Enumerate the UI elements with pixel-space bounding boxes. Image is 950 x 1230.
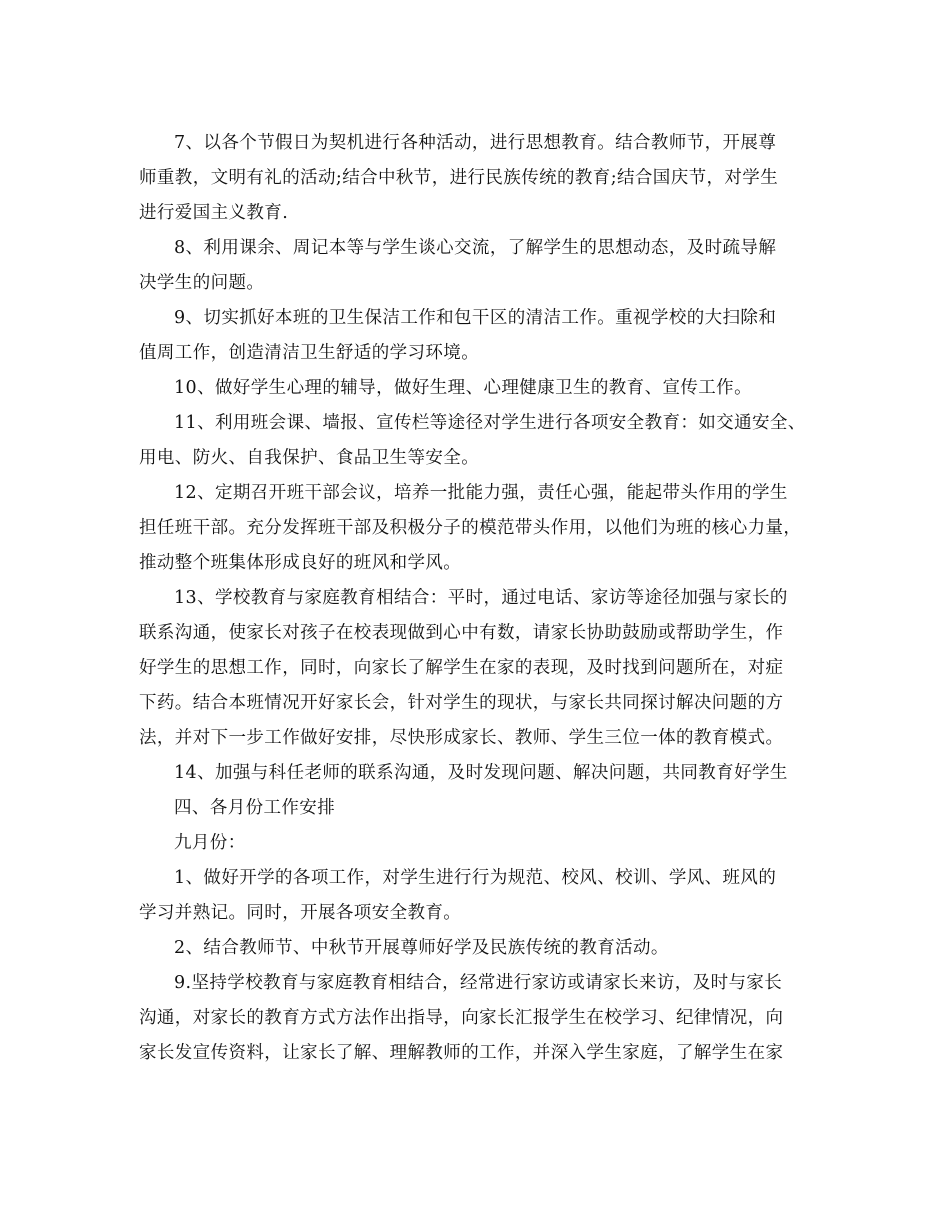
document-body — [139, 126, 829, 1071]
text-line: 13、学校教育与家庭教育相结合：平时，通过电话、家访等途径加强与家长的 — [174, 588, 788, 608]
text-line: 四、各月份工作安排 — [174, 798, 336, 818]
text-line: 师重教，文明有礼的活动;结合中秋节，进行民族传统的教育;结合国庆节，对学生 — [139, 168, 779, 188]
text-line: 10、做好学生心理的辅导，做好生理、心理健康卫生的教育、宣传工作。 — [174, 378, 752, 398]
september-item-1 — [139, 861, 829, 931]
text-line: 学习并熟记。同时，开展各项安全教育。 — [139, 903, 462, 923]
text-line: 法，并对下一步工作做好安排，尽快形成家长、教师、学生三位一体的教育模式。 — [139, 728, 784, 748]
text-line: 12、定期召开班干部会议，培养一批能力强，责任心强，能起带头作用的学生 — [174, 483, 788, 503]
text-line: 沟通，对家长的教育方式方法作出指导，向家长汇报学生在校学习、纪律情况，向 — [139, 1008, 784, 1028]
section-heading — [139, 791, 829, 826]
text-line: 8、利用课余、周记本等与学生谈心交流，了解学生的思想动态，及时疏导解 — [174, 238, 777, 258]
text-line: 推动整个班集体形成良好的班风和学风。 — [139, 553, 462, 573]
text-line: 7、以各个节假日为契机进行各种活动，进行思想教育。结合教师节，开展尊 — [174, 133, 777, 153]
month-heading — [139, 826, 829, 861]
text-line: 用电、防火、自我保护、食品卫生等安全。 — [139, 448, 480, 468]
text-line: 决学生的问题。 — [139, 273, 265, 293]
paragraph-item-8 — [139, 231, 829, 301]
september-item-2 — [139, 931, 829, 966]
paragraph-item-12 — [139, 476, 829, 581]
paragraph-item-11 — [139, 406, 829, 476]
text-line: 9、切实抓好本班的卫生保洁工作和包干区的清洁工作。重视学校的大扫除和 — [174, 308, 777, 328]
text-line: 进行爱国主义教育. — [139, 203, 289, 223]
text-line: 家长发宣传资料，让家长了解、理解教师的工作，并深入学生家庭，了解学生在家 — [139, 1043, 784, 1063]
text-line: 担任班干部。充分发挥班干部及积极分子的模范带头作用，以他们为班的核心力量， — [139, 518, 802, 538]
text-line: 9.坚持学校教育与家庭教育相结合，经常进行家访或请家长来访，及时与家长 — [174, 973, 783, 993]
text-line: 九月份： — [174, 833, 246, 853]
paragraph-item-9 — [139, 301, 829, 371]
text-line: 2、结合教师节、中秋节开展尊师好学及民族传统的教育活动。 — [174, 938, 669, 958]
text-line: 11、利用班会课、墙报、宣传栏等途径对学生进行各项安全教育：如交通安全、 — [174, 413, 806, 433]
september-item-9 — [139, 966, 829, 1071]
text-line: 下药。结合本班情况开好家长会，针对学生的现状，与家长共同探讨解决问题的方 — [139, 693, 784, 713]
text-line: 14、加强与科任老师的联系沟通，及时发现问题、解决问题，共同教育好学生 — [174, 763, 788, 783]
paragraph-item-10 — [139, 371, 829, 406]
paragraph-item-13 — [139, 581, 829, 756]
paragraph-item-7 — [139, 126, 829, 231]
text-line: 好学生的思想工作，同时，向家长了解学生在家的表现，及时找到问题所在，对症 — [139, 658, 784, 678]
paragraph-item-14 — [139, 756, 829, 791]
text-line: 联系沟通，使家长对孩子在校表现做到心中有数，请家长协助鼓励或帮助学生，作 — [139, 623, 784, 643]
text-line: 1、做好开学的各项工作，对学生进行行为规范、校风、校训、学风、班风的 — [174, 868, 777, 888]
text-line: 值周工作，创造清洁卫生舒适的学习环境。 — [139, 343, 480, 363]
